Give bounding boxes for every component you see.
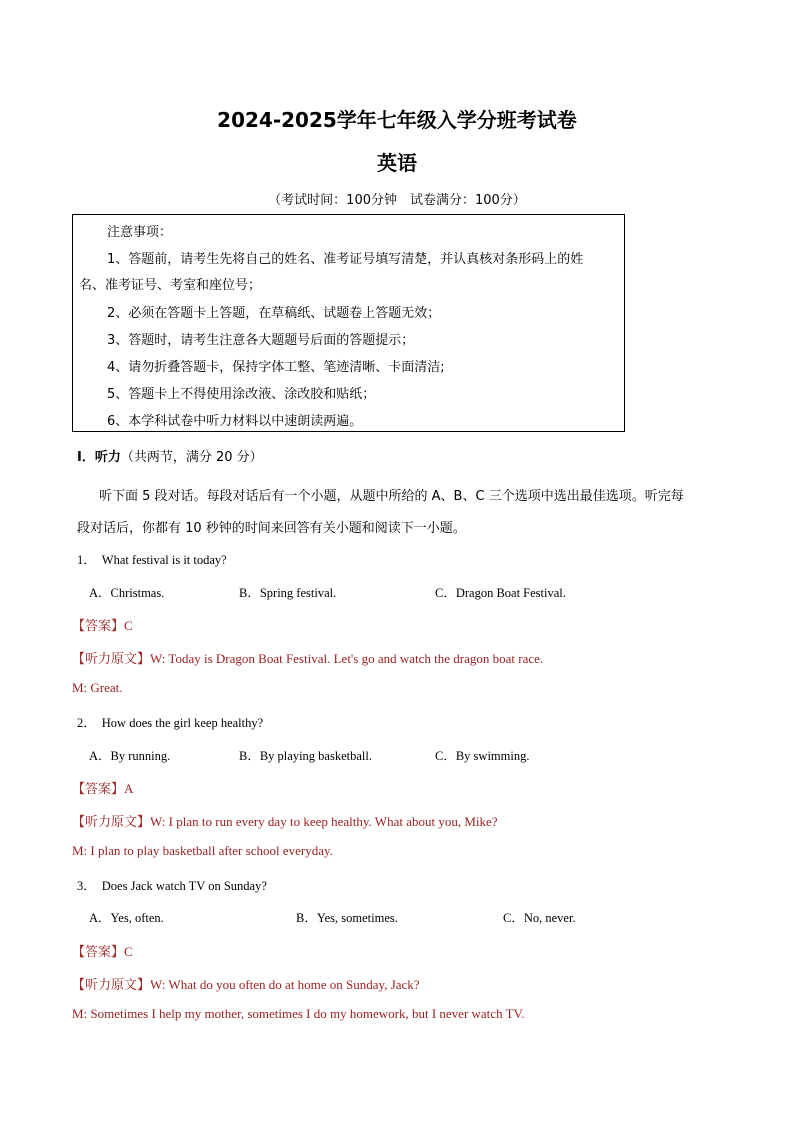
transcript-w: W: What do you often do at home on Sunday, Jack? (150, 977, 420, 992)
question-3 (77, 876, 267, 894)
transcript-line (72, 974, 420, 993)
transcript-m: M: I plan to play basketball after school everyday. (72, 843, 333, 858)
option-c: C．No, never. (503, 911, 576, 925)
answer-value: C (124, 618, 133, 633)
transcript-label: 【听力原文】 (72, 652, 151, 667)
option-a: A．Yes, often. (89, 911, 164, 925)
transcript-w: W: I plan to run every day to keep healthy. What about you, Mike? (150, 814, 498, 829)
notice-item: 名、准考证号、考室和座位号； (79, 278, 262, 293)
transcript-w: W: Today is Dragon Boat Festival. Let's go and watch the dragon boat race. (150, 651, 544, 666)
question-number: 1． (77, 553, 96, 567)
answer-line (72, 778, 133, 797)
question-2 (77, 713, 263, 731)
subject-title: 英语 (377, 151, 417, 175)
option-a: A．By running. (89, 749, 171, 763)
notice-heading: 注意事项： (107, 225, 173, 240)
answer-value: C (124, 944, 133, 959)
option-c: C．Dragon Boat Festival. (435, 586, 566, 600)
transcript-label: 【听力原文】 (72, 815, 151, 830)
notice-item: 2、必须在答题卡上答题，在草稿纸、试题卷上答题无效； (107, 306, 441, 321)
transcript-line (72, 811, 498, 830)
notice-item: 1、答题前，请考生先将自己的姓名、准考证号填写清楚，并认真核对条形码上的姓 (107, 252, 584, 267)
answer-value: A (124, 781, 134, 796)
exam-time-info: （考试时间：100分钟 试卷满分：100分） (268, 193, 526, 208)
section-label: I．听力 (77, 450, 121, 465)
question-text: What festival is it today? (101, 553, 227, 567)
notice-item: 3、答题时，请考生注意各大题题号后面的答题提示； (107, 333, 415, 348)
transcript-line (72, 648, 543, 667)
transcript-label: 【听力原文】 (72, 978, 151, 993)
answer-label: 【答案】 (72, 945, 125, 960)
notice-item: 4、请勿折叠答题卡，保持字体工整、笔迹清晰、卡面清洁; (107, 360, 445, 375)
question-number: 3． (77, 879, 96, 893)
section-heading (77, 446, 263, 465)
question-text: How does the girl keep healthy? (101, 716, 264, 730)
section-desc: （共两节，满分 20 分） (120, 450, 263, 465)
notice-box (72, 214, 625, 432)
option-c: C．By swimming. (435, 749, 530, 763)
option-b: B．Spring festival. (239, 586, 337, 600)
notice-item: 5、答题卡上不得使用涂改液、涂改胶和贴纸； (107, 387, 376, 402)
option-b: B．Yes, sometimes. (296, 911, 398, 925)
answer-label: 【答案】 (72, 782, 125, 797)
question-1 (77, 550, 227, 568)
question-text: Does Jack watch TV on Sunday? (101, 879, 267, 893)
transcript-m: M: Great. (72, 680, 123, 695)
exam-title: 2024-2025学年七年级入学分班考试卷 (217, 108, 577, 132)
option-b: B．By playing basketball. (239, 749, 372, 763)
section-intro-line: 听下面 5 段对话。每段对话后有一个小题，从题中所给的 A、B、C 三个选项中选出最佳选项。听完每 (99, 489, 684, 504)
notice-item: 6、本学科试卷中听力材料以中速朗读两遍。 (107, 414, 363, 429)
answer-line (72, 941, 133, 960)
question-number: 2． (77, 716, 96, 730)
option-a: A．Christmas. (89, 586, 165, 600)
answer-label: 【答案】 (72, 619, 125, 634)
section-intro-line: 段对话后，你都有 10 秒钟的时间来回答有关小题和阅读下一小题。 (77, 521, 466, 536)
transcript-m: M: Sometimes I help my mother, sometimes I do my homework, but I never watch TV. (72, 1006, 525, 1021)
answer-line (72, 615, 133, 634)
